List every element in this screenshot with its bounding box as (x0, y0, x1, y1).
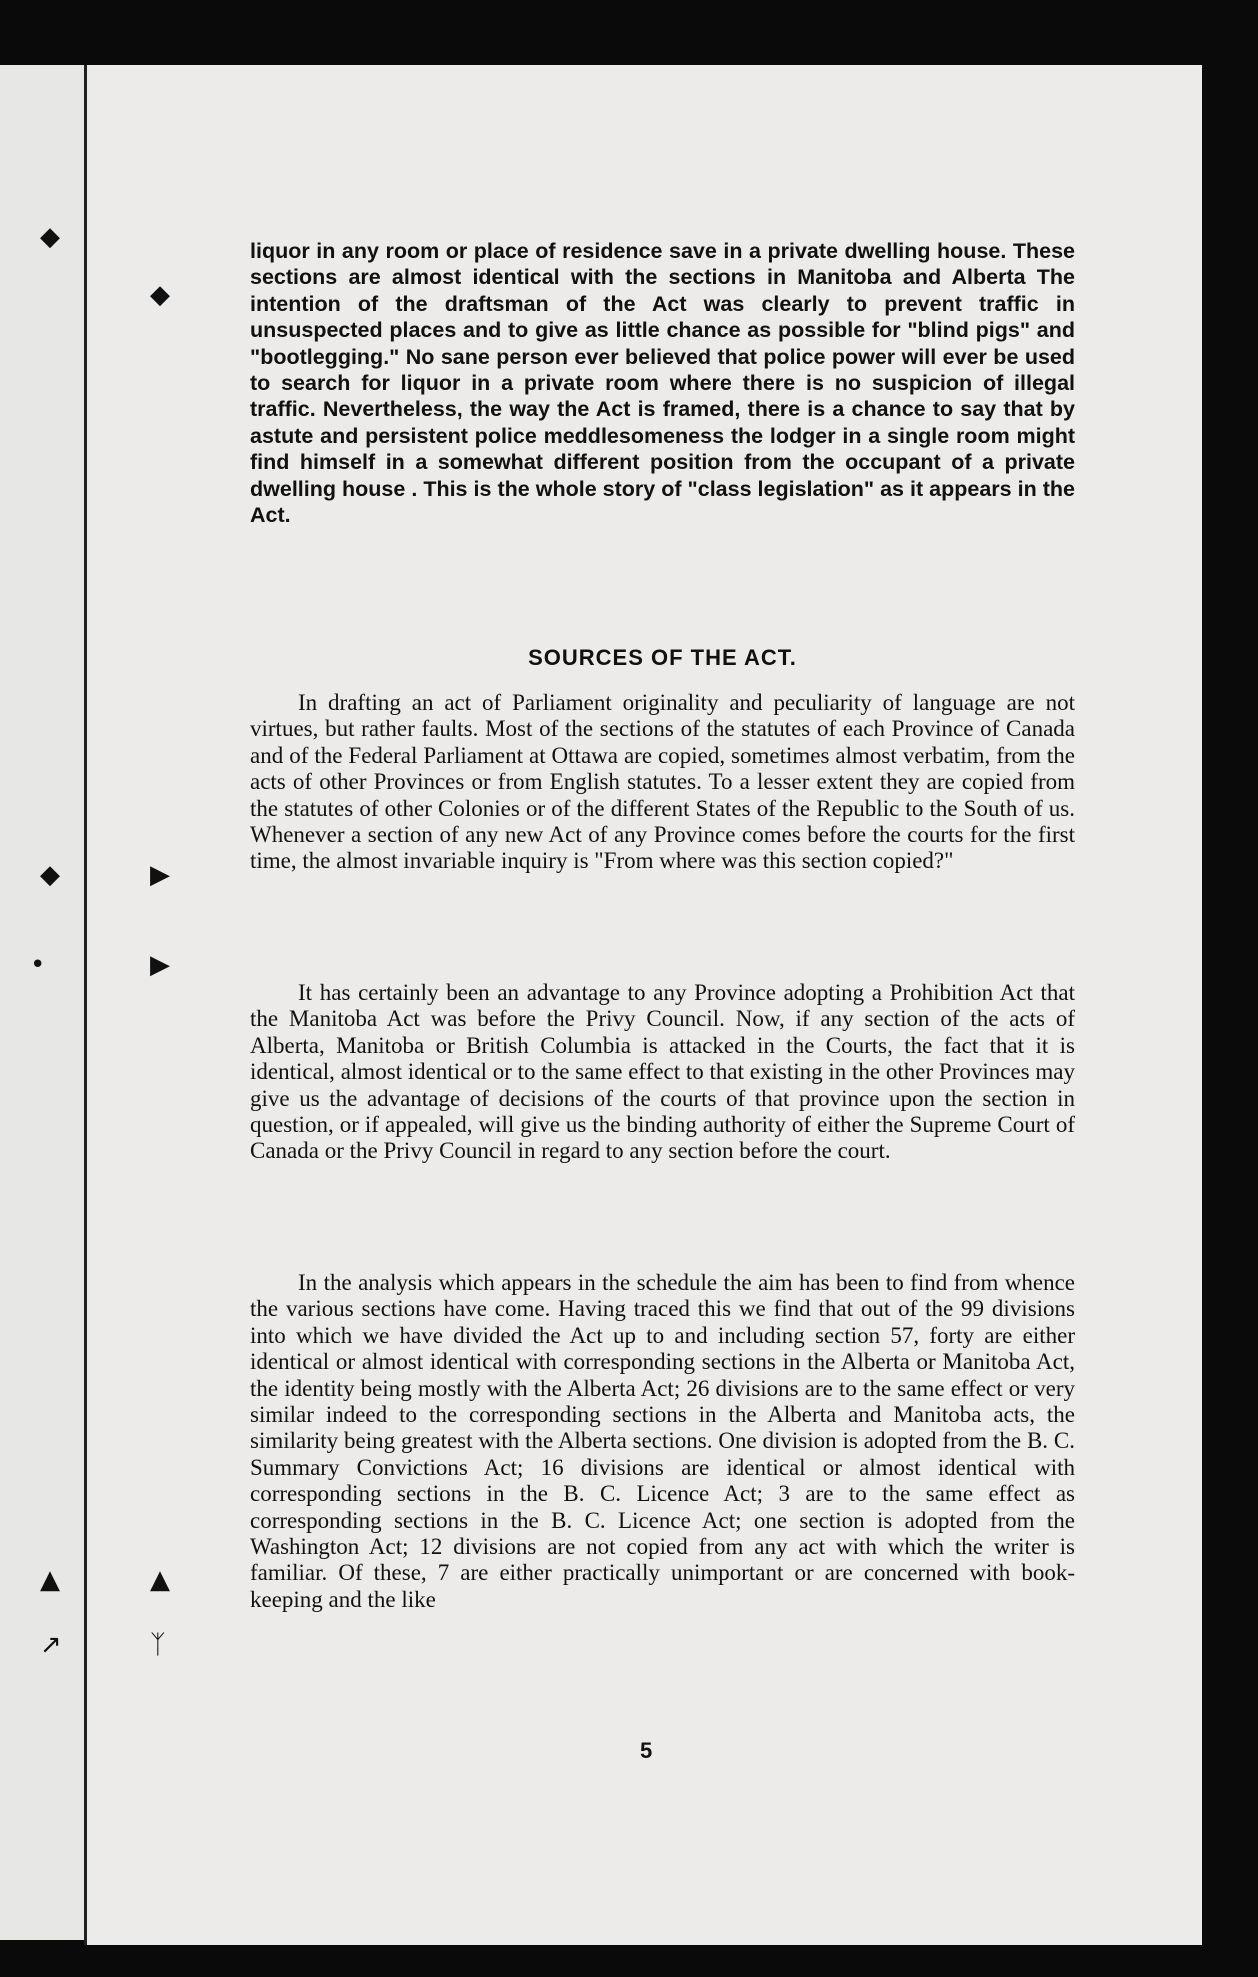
margin-mark: ▲ (150, 1565, 170, 1595)
paragraph-3 (250, 980, 1075, 1165)
paragraph-1 (250, 238, 1075, 528)
paragraph-1-text: liquor in any room or place of residence save in a private dwelling house. These sections are almost identical with the sections in Manitoba and Alberta The intention of the draftsman of the Act was clearly to prevent traffic in unsuspected places and to give as little chance as possible for "blind pigs" and "bootlegging." No sane person ever believed that police power will ever be used to search for liquor in a private room where there is no suspicion of illegal traffic. Nevertheless, the way the Act is framed, there is a chance to say that by astute and persistent police meddlesomeness the lodger in a single room might find himself in a somewhat different position from the occupant of a private dwelling house . This is the whole story of "class legislation" as it appears in the Act. (250, 239, 1075, 528)
section-heading: SOURCES OF THE ACT. (528, 645, 797, 670)
margin-mark: ▶ (150, 950, 170, 980)
margin-mark: ◆ (150, 280, 170, 310)
margin-mark: ↗ (40, 1630, 62, 1660)
paragraph-4-text: In the analysis which appears in the schedule the aim has been to find from whence the various sections have come. Having traced this we find that out of the 99 divisions into which we have divided the Act up to and including section 57, forty are either identical or almost identical with corresponding sections in the Alberta or Manitoba Act, the identity being mostly with the Alberta Act; 26 divisions are to the same effect or very similar indeed to the corresponding sections in the Alberta and Manitoba acts, the similarity being greatest with the Alberta sections. One division is adopted from the B. C. Summary Convictions Act; 16 divisions are identical or almost identical with corresponding sections in the B. C. Licence Act; 3 are to the same effect as corresponding sections in the B. C. Licence Act; one section is adopted from the Washington Act; 12 divisions are not copied from any act with which the writer is familiar. Of these, 7 are either practically unimportant or are concerned with book-keeping and the like (250, 1270, 1075, 1612)
page-number: 5 (640, 1738, 653, 1763)
paragraph-2 (250, 690, 1075, 875)
margin-mark: ▶ (150, 860, 170, 890)
paragraph-3-text: It has certainly been an advantage to any Province adopting a Prohibition Act that the Manitoba Act was before the Privy Council. Now, if any section of the acts of Alberta, Manitoba or British Columbia is attacked in the Courts, the fact that it is identical, almost identical or to the same effect to that existing in the other Provinces may give us the advantage of decisions of the courts of that province upon the section in question, or if appealed, will give us the binding authority of either the Supreme Court of Canada or the Privy Council in regard to any section before the court. (250, 980, 1075, 1164)
margin-mark: ▲ (40, 1565, 60, 1595)
margin-mark: • (30, 950, 46, 980)
paragraph-4 (250, 1270, 1075, 1613)
margin-mark: ◆ (40, 222, 60, 252)
paragraph-2-text: In drafting an act of Parliament originality and peculiarity of language are not virtues, but rather faults. Most of the sections of the statutes of each Province of Canada and of the Federal Parliament at Ottawa are copied, sometimes almost verbatim, from the acts of other Provinces or from English statutes. To a lesser extent they are copied from the statutes of other Colonies or of the different States of the Republic to the South of us. Whenever a section of any new Act of any Province comes before the courts for the first time, the almost invariable inquiry is "From where was this section copied?" (250, 690, 1075, 874)
margin-mark: ᛉ (150, 1630, 166, 1660)
margin-mark: ◆ (40, 860, 60, 890)
